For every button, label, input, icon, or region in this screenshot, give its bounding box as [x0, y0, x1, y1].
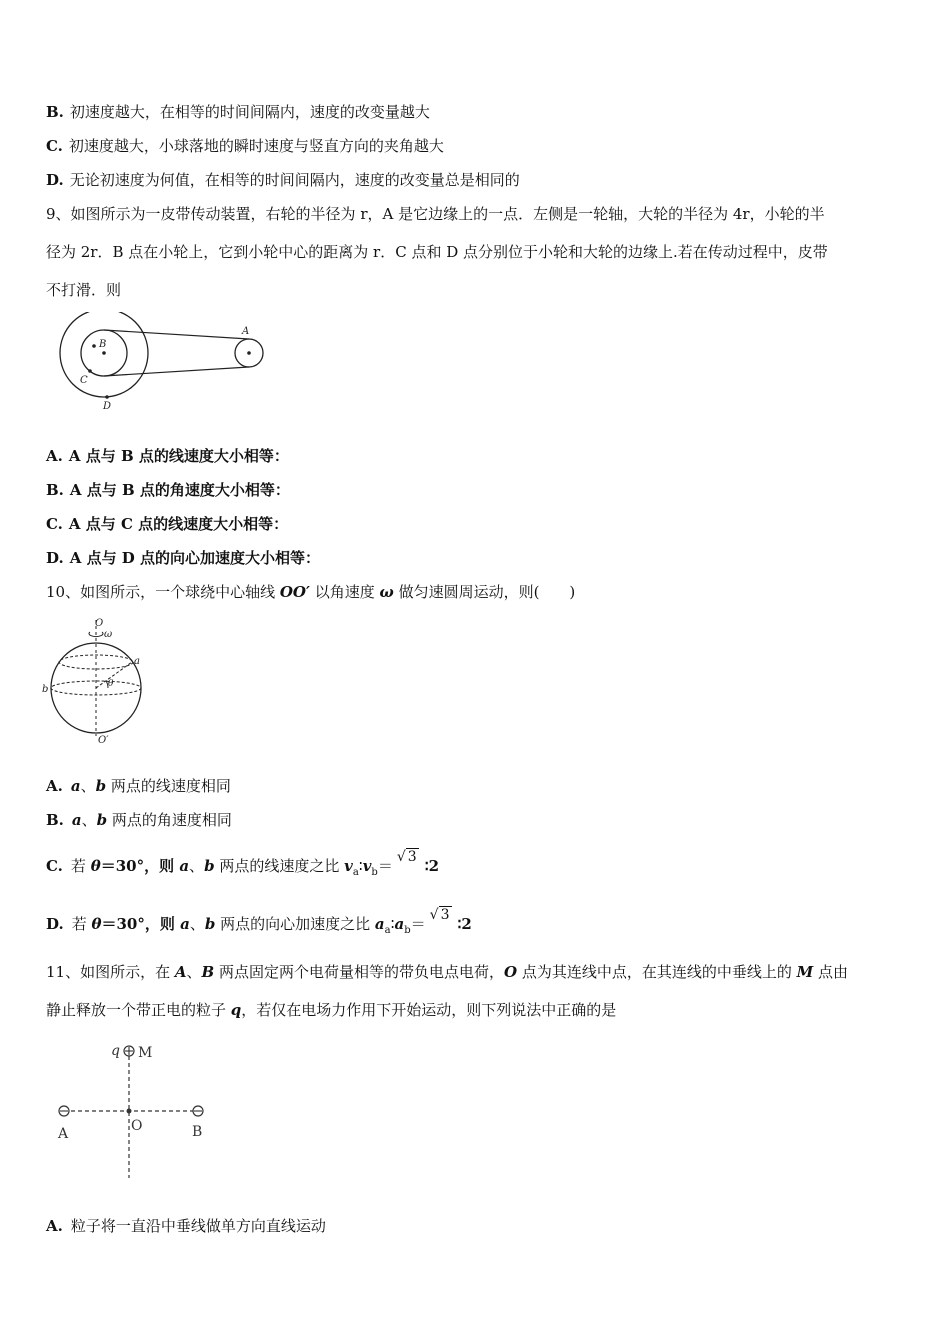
- q11-option-a: [46, 1216, 326, 1236]
- label-b: b: [42, 684, 49, 695]
- q10-option-c: [46, 849, 440, 883]
- q9-option-d: [46, 548, 320, 568]
- option-letter: C.: [46, 857, 63, 875]
- stem-text: 两点固定两个电荷量相等的带负电点电荷，: [214, 963, 504, 981]
- q9-stem-line-1: 9、如图所示为一皮带传动装置，右轮的半径为 r，A 是它边缘上的一点．左侧是一轮轴，大轮的半径为 4r，小轮的半: [46, 205, 825, 223]
- q9-stem-line-3: 不打滑．则: [46, 281, 122, 299]
- label-m: M: [138, 1045, 153, 1061]
- equals-sign: ＝: [377, 857, 393, 875]
- q9-stem-line-2: 径为 2r．B 点在小轮上，它到小轮中心的距离为 r．C 点和 D 点分别位于小轮和大轮的边缘上.若在传动过程中，皮带: [46, 243, 828, 261]
- axis-label: OO′: [279, 583, 310, 601]
- point-a-label: a: [70, 777, 81, 795]
- stem-text: 做匀速圆周运动，则( ): [393, 583, 576, 601]
- point-b-label: b: [204, 915, 216, 933]
- stem-text: 静止释放一个带正电的粒子: [46, 1001, 231, 1019]
- option-text: 无论初速度为何值，在相等的时间间隔内，速度的改变量总是相同的: [69, 171, 520, 189]
- option-letter: A.: [46, 1217, 63, 1235]
- option-text: 若: [70, 857, 91, 875]
- q9-option-c: [46, 514, 288, 534]
- option-text: 初速度越大，小球落地的瞬时速度与竖直方向的夹角越大: [68, 137, 444, 155]
- belt-bottom: [104, 367, 249, 376]
- point-b-label: b: [96, 811, 108, 829]
- stem-text: 11、如图所示，在: [46, 963, 175, 981]
- stem-text: 10、如图所示，一个球绕中心轴线: [46, 583, 280, 601]
- option-letter: B.: [46, 811, 64, 829]
- condition-text: ＝30°，则: [101, 915, 181, 933]
- separator: 、: [186, 963, 202, 981]
- separator: 、: [80, 777, 96, 795]
- separator: 、: [189, 857, 205, 875]
- option-text: 两点的线速度之比: [214, 857, 345, 875]
- stem-text: ，若仅在电场力作用下开始运动，则下列说法中正确的是: [241, 1001, 617, 1019]
- theta-symbol: θ: [91, 915, 102, 933]
- label-b: B: [99, 339, 107, 350]
- point-a-label: A: [174, 963, 187, 981]
- stem-text: 以角速度: [309, 583, 380, 601]
- ratio-colon: ∶: [358, 857, 363, 875]
- q8-option-d: [46, 170, 520, 190]
- label-a: A: [58, 1126, 69, 1142]
- option-text: A 点与 B 点的角速度大小相等：: [69, 481, 290, 499]
- separator: 、: [81, 811, 97, 829]
- option-text: 若: [71, 915, 92, 933]
- option-text: A 点与 B 点的线速度大小相等：: [68, 447, 289, 465]
- subscript-b: b: [371, 867, 378, 878]
- point-b-label: B: [201, 963, 215, 981]
- subscript-a: a: [384, 925, 391, 936]
- option-letter: C.: [46, 515, 63, 533]
- var-symbol: v: [362, 857, 372, 875]
- point-b-label: b: [95, 777, 107, 795]
- label-o-top: O: [95, 618, 104, 629]
- point-a-label: a: [179, 857, 190, 875]
- point-d: [105, 395, 109, 399]
- sqrt-expression: √ 3: [396, 849, 417, 865]
- radicand: 3: [440, 907, 450, 923]
- option-text: 两点的线速度相同: [106, 777, 231, 795]
- q8-option-b: [46, 102, 430, 122]
- sphere-figure: [42, 612, 154, 752]
- option-letter: B.: [46, 103, 64, 121]
- equals-sign: ＝: [410, 915, 426, 933]
- radius-to-a: [96, 662, 132, 688]
- point-a: [247, 351, 251, 355]
- label-omega: ω: [104, 629, 113, 640]
- label-a: A: [242, 326, 250, 337]
- point-b: [92, 344, 96, 348]
- label-o-bottom: O′: [98, 735, 109, 746]
- stem-text: 点由: [813, 963, 848, 981]
- label-a: a: [134, 656, 140, 667]
- point-a-label: a: [180, 915, 190, 933]
- midpoint-o: [127, 1109, 132, 1114]
- label-o: O: [131, 1118, 143, 1134]
- sqrt-expression: √ 3: [429, 907, 450, 923]
- option-text: 粒子将一直沿中垂线做单方向直线运动: [70, 1217, 326, 1235]
- label-c: C: [80, 375, 88, 386]
- charge-q-label: q: [230, 1001, 242, 1019]
- subscript-a: a: [352, 867, 359, 878]
- option-letter: D.: [46, 915, 64, 933]
- option-letter: D.: [46, 549, 64, 567]
- ratio-text: ∶2: [457, 915, 472, 933]
- label-d: D: [103, 401, 112, 412]
- q10-option-d: [46, 907, 472, 941]
- charges-figure: [52, 1036, 217, 1181]
- point-m-label: M: [796, 963, 814, 981]
- label-q: q: [111, 1043, 120, 1059]
- belt-drive-figure: [52, 312, 272, 412]
- option-letter: A.: [46, 447, 63, 465]
- radicand: 3: [407, 849, 417, 865]
- q11-stem-line-2: [46, 1000, 616, 1020]
- option-letter: B.: [46, 481, 64, 499]
- separator: 、: [189, 915, 205, 933]
- subscript-b: b: [404, 925, 411, 936]
- option-text: 两点的向心加速度之比: [215, 915, 375, 933]
- ratio-colon: ∶: [390, 915, 395, 933]
- q8-option-c: [46, 136, 444, 156]
- q11-stem-line-1: [46, 962, 848, 982]
- option-text: 两点的角速度相同: [107, 811, 232, 829]
- point-b-label: b: [204, 857, 215, 875]
- q10-stem: [46, 582, 575, 602]
- ratio-text: ∶2: [424, 857, 440, 875]
- option-letter: A.: [46, 777, 63, 795]
- omega-symbol: ω: [379, 583, 394, 601]
- option-text: 初速度越大，在相等的时间间隔内，速度的改变量越大: [69, 103, 430, 121]
- option-text: A 点与 D 点的向心加速度大小相等：: [69, 549, 321, 567]
- stem-text: 点为其连线中点，在其连线的中垂线上的: [517, 963, 797, 981]
- q10-option-a: [46, 776, 231, 796]
- var-symbol: v: [344, 857, 353, 875]
- point-o-label: O: [503, 963, 518, 981]
- theta-symbol: θ: [90, 857, 101, 875]
- condition-text: ＝30°，则: [100, 857, 180, 875]
- q9-option-b: [46, 480, 290, 500]
- point-c: [88, 369, 92, 373]
- var-symbol: a: [394, 915, 405, 933]
- q10-option-b: [46, 810, 232, 830]
- option-text: A 点与 C 点的线速度大小相等：: [68, 515, 289, 533]
- option-letter: D.: [46, 171, 64, 189]
- axle-center: [102, 351, 106, 355]
- var-symbol: a: [374, 915, 385, 933]
- option-letter: C.: [46, 137, 63, 155]
- point-a-label: a: [71, 811, 82, 829]
- label-b: B: [192, 1124, 203, 1140]
- q9-option-a: [46, 446, 289, 466]
- belt-top: [104, 330, 249, 339]
- label-theta: θ: [108, 679, 114, 689]
